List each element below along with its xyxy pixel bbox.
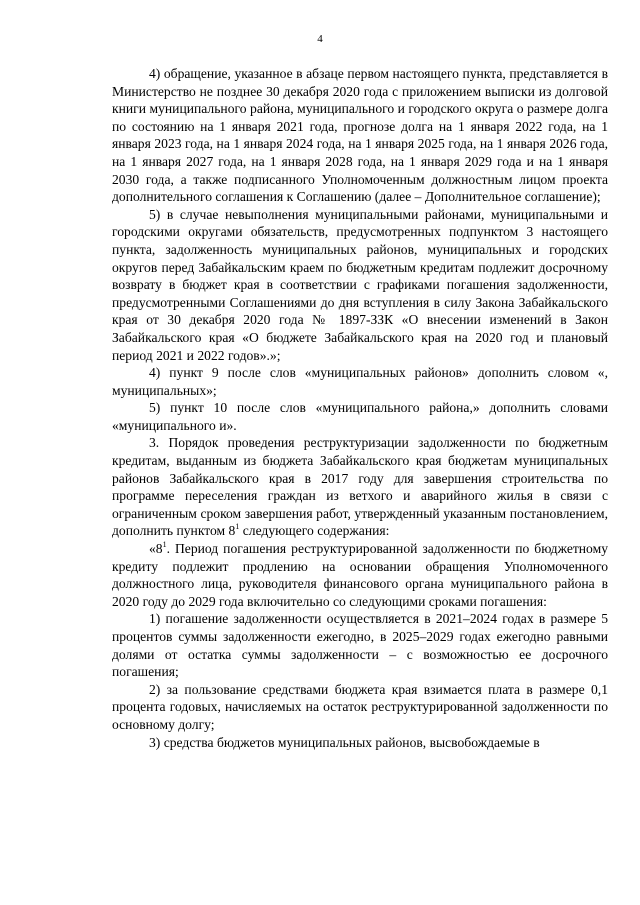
paragraph-text: «8 (149, 541, 163, 557)
paragraph-text: 3. Порядок проведения реструктуризации задолженности по бюджетным кредитам, выданным из бюджета Забайкальского края бюджетам муниципальных районов Забайкальского края в 2017 году для завершения строительства по программе переселения граждан из ветхого и аварийного жилья в связи с ограниченным сроком завершения работ, утвержденный указанным постановлением, дополнить пунктом 8 (112, 435, 608, 539)
paragraph-text: . Период погашения реструктурированной задолженности по бюджетному кредиту подлежит продлению на основании обращения Уполномоченного должностного лица, руководителя финансового органа муниципального района в 2020 году до 2029 года включительно со следующими сроками погашения: (112, 541, 608, 609)
paragraph: 2) за пользование средствами бюджета края взимается плата в размере 0,1 процента годовых, начисляемых на остаток реструктурированной задолженности по основному долгу; (112, 681, 608, 732)
paragraph: 3) средства бюджетов муниципальных районов, высвобождаемые в (149, 734, 540, 750)
paragraph: 5) пункт 10 после слов «муниципального района,» дополнить словами «муниципального и». (112, 400, 608, 433)
paragraph: 4) обращение, указанное в абзаце первом настоящего пункта, представляется в Министерство не позднее 30 декабря 2020 года с приложением выписки из долговой книги муниципального района, муниципального и городского округа о размере долга по состоянию на 1 января 2021 года, прогнозе долга на 1 января 2022 года, на 1 января 2023 года, на 1 января 2024 года, на 1 января 2025 года, на 1 января 2026 года, на 1 января 2027 года, на 1 января 2028 года, на 1 января 2029 года и на 1 января 2030 года, а также подписанного Уполномоченным должностным лицом проекта дополнительного соглашения к Соглашению (далее – Дополнительное соглашение); (112, 66, 608, 205)
paragraph: 5) в случае невыполнения муниципальными районами, муниципальными и городскими округами обязательств, предусмотренных подпунктом 3 настоящего пункта, задолженность муниципальных районов, муниципальных и городских округов перед Забайкальским краем по бюджетным кредитам подлежит досрочному возврату в бюджет края в соответствии с графиками погашения задолженности, предусмотренными Соглашениями до дня вступления в силу Закона Забайкальского края от 30 декабря 2020 года № 1897-ЗЗК «О внесении изменений в Закон Забайкальского края «О бюджете Забайкальского края на 2020 год и плановый период 2021 и 2022 годов».»; (112, 206, 608, 363)
page-number: 4 (317, 33, 323, 45)
superscript: 1 (162, 539, 167, 549)
paragraph (112, 434, 608, 540)
superscript: 1 (235, 521, 240, 531)
document-body (112, 65, 608, 751)
paragraph-text: следующего содержания: (239, 523, 390, 539)
paragraph: 1) погашение задолженности осуществляется в 2021–2024 годах в размере 5 процентов суммы задолженности ежегодно, в 2025–2029 годах ежегодно равными долями от остатка суммы задолженности – с возможностью ее досрочного погашения; (112, 611, 608, 680)
paragraph (112, 540, 608, 610)
paragraph: 4) пункт 9 после слов «муниципальных районов» дополнить словом «, муниципальных»; (112, 365, 608, 398)
